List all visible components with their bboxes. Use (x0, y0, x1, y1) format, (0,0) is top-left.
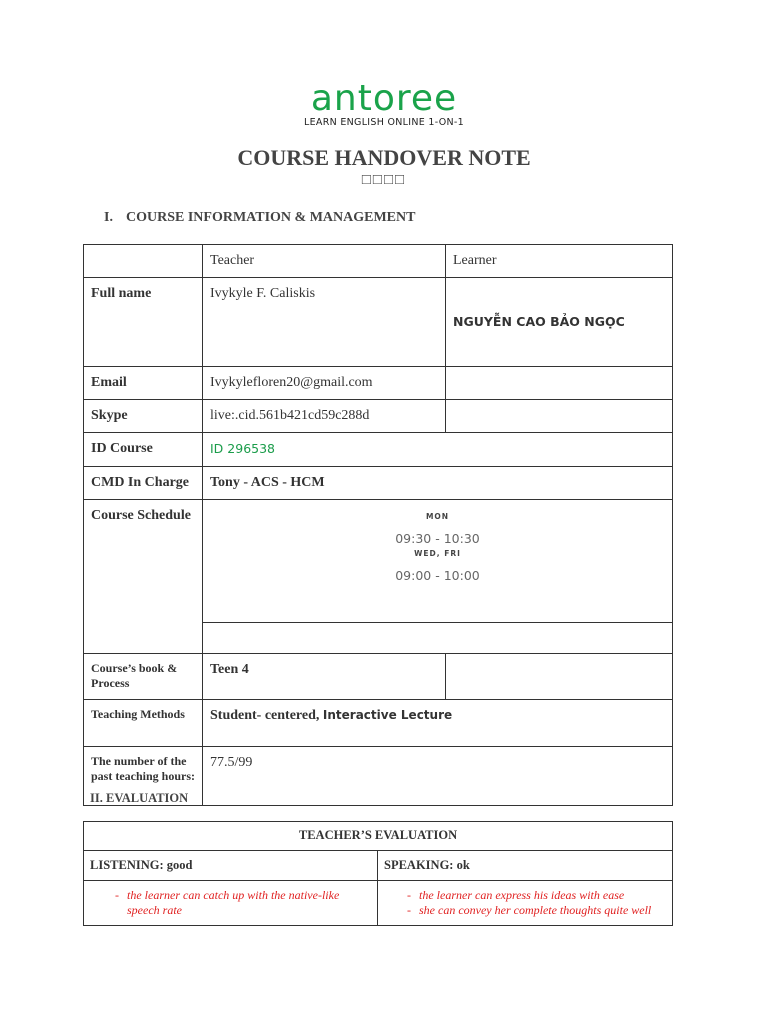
evaluation-table (83, 821, 673, 926)
section-number: I. (104, 210, 113, 225)
teacher-evaluation-header: TEACHER’S EVALUATION (84, 822, 673, 851)
cmd-value: Tony - ACS - HCM (203, 467, 673, 500)
table-row-cmd (84, 467, 673, 500)
course-info-table (83, 244, 673, 806)
teacher-column-header: Teacher (203, 245, 446, 278)
book-value: Teen 4 (203, 654, 446, 700)
schedule-days-2: WED, FRI (414, 549, 461, 558)
full-name-label: Full name (84, 278, 203, 367)
list-item (115, 888, 372, 918)
schedule-label: Course Schedule (84, 500, 203, 654)
teacher-skype: live:.cid.561b421cd59c288d (203, 400, 446, 433)
schedule-extra-cell (203, 623, 673, 654)
table-row-eval-header (84, 822, 673, 851)
table-row-full-name (84, 278, 673, 367)
book-learner-value (446, 654, 673, 700)
table-row-methods (84, 700, 673, 747)
hours-label: The number of the past teaching hours: (84, 747, 203, 806)
id-course-value: ID 296538 (210, 441, 276, 456)
speaking-notes-cell (378, 881, 673, 926)
learner-skype (446, 400, 673, 433)
table-row-id-course (84, 433, 673, 467)
teacher-email: Ivykylefloren20@gmail.com (203, 367, 446, 400)
methods-cell (203, 700, 673, 747)
methods-value-b: Interactive Lecture (322, 708, 453, 722)
table-row-skype (84, 400, 673, 433)
section-heading-evaluation: II. EVALUATION (90, 791, 189, 805)
empty-cell (84, 245, 203, 278)
section-label: COURSE INFORMATION & MANAGEMENT (126, 210, 416, 225)
teacher-name: Ivykyle F. Caliskis (203, 278, 446, 367)
table-row-book (84, 654, 673, 700)
book-label: Course’s book & Process (84, 654, 203, 700)
bullet-dash-icon: - (407, 888, 411, 902)
speaking-notes-list (379, 882, 671, 924)
section-heading-course-info (104, 210, 415, 226)
speaking-note-2: she can convey her complete thoughts quite well (419, 903, 652, 917)
id-course-cell (203, 433, 673, 467)
listening-note: the learner can catch up with the native-like speech rate (127, 888, 340, 917)
skype-label: Skype (84, 400, 203, 433)
table-row-notes (84, 881, 673, 926)
antoree-logo (0, 80, 768, 128)
schedule-time-2: 09:00 - 10:00 (395, 568, 480, 583)
speaking-note-1: the learner can express his ideas with ease (419, 888, 625, 902)
table-row-schedule (84, 500, 673, 623)
list-item (407, 888, 667, 903)
table-row-header (84, 245, 673, 278)
schedule-days-1: MON (425, 512, 450, 521)
methods-label: Teaching Methods (84, 700, 203, 747)
list-item (407, 903, 667, 918)
cmd-label: CMD In Charge (84, 467, 203, 500)
id-course-label: ID Course (84, 433, 203, 467)
learner-email (446, 367, 673, 400)
schedule-cell (203, 500, 673, 623)
listening-notes-list (85, 882, 376, 924)
table-row-skills (84, 851, 673, 881)
email-label: Email (84, 367, 203, 400)
bullet-dash-icon: - (407, 903, 411, 917)
page-title: COURSE HANDOVER NOTE (237, 145, 531, 170)
hours-value: 77.5/99 (203, 747, 673, 806)
logo-wordmark: antoree (310, 78, 458, 119)
learner-column-header: Learner (446, 245, 673, 278)
schedule-time-1: 09:30 - 10:30 (395, 531, 480, 546)
bullet-dash-icon: - (115, 888, 119, 902)
learner-name-cell (446, 278, 673, 367)
table-row-email (84, 367, 673, 400)
page-subtitle: □□□□ (361, 172, 407, 188)
listening-notes-cell (84, 881, 378, 926)
logo-tagline: LEARN ENGLISH ONLINE 1-ON-1 (304, 117, 464, 128)
listening-heading: LISTENING: good (84, 851, 378, 881)
learner-name: NGUYỄN CAO BẢO NGỌC (453, 313, 625, 329)
speaking-heading: SPEAKING: ok (378, 851, 673, 881)
methods-value-a: Student- centered, (210, 708, 323, 723)
